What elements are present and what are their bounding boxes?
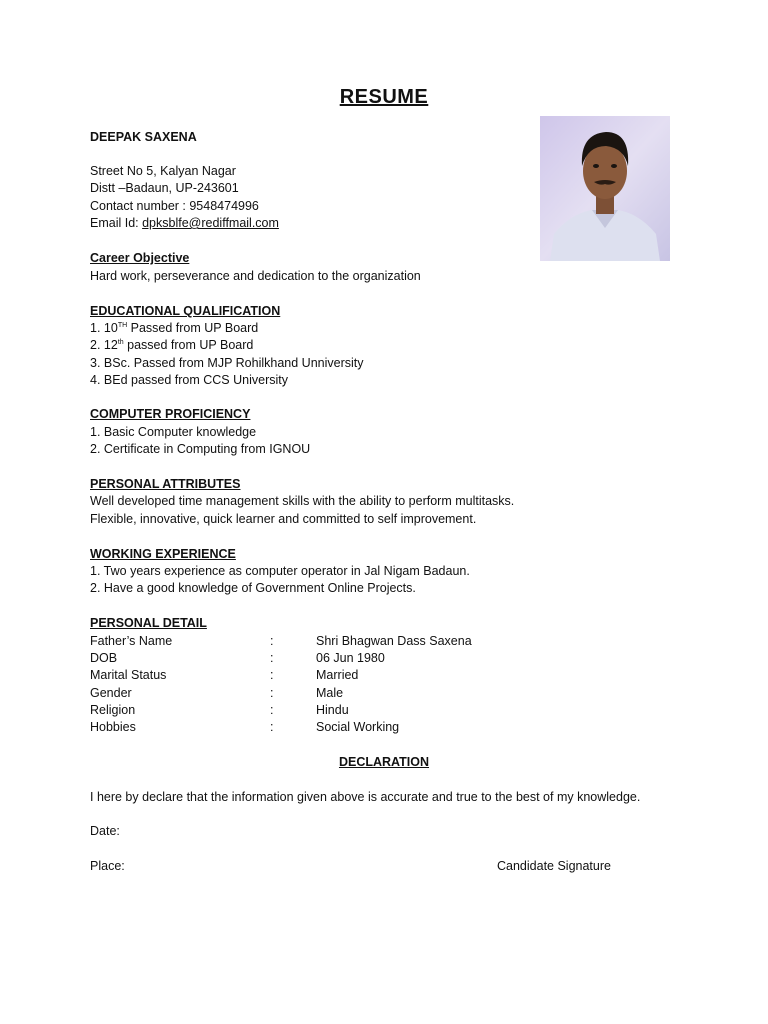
date-label: Date: (90, 824, 120, 838)
personal-value: Married (316, 668, 359, 682)
contact-number: Contact number : 9548474996 (90, 199, 259, 213)
education-heading: EDUCATIONAL QUALIFICATION (90, 304, 281, 318)
personal-row (0, 633, 768, 650)
personal-heading: PERSONAL DETAIL (90, 616, 207, 630)
personal-value: 06 Jun 1980 (316, 651, 385, 665)
experience-heading: WORKING EXPERIENCE (90, 547, 236, 561)
declaration-heading: DECLARATION (338, 755, 430, 769)
personal-colon: : (270, 686, 274, 700)
email-line (90, 215, 279, 232)
career-heading: Career Objective (90, 251, 190, 265)
personal-label: Gender (90, 686, 132, 700)
personal-value: Shri Bhagwan Dass Saxena (316, 634, 472, 648)
attributes-item: Flexible, innovative, quick learner and committed to self improvement. (90, 512, 477, 526)
personal-value: Male (316, 686, 344, 700)
personal-label: Religion (90, 703, 136, 717)
personal-colon: : (270, 668, 274, 682)
experience-item: 2. Have a good knowledge of Government Online Projects. (90, 581, 416, 595)
computer-item: 2. Certificate in Computing from IGNOU (90, 442, 311, 456)
declaration-text: I here by declare that the information given above is accurate and true to the best of my knowledge. (90, 790, 641, 804)
personal-colon: : (270, 703, 274, 717)
personal-label: Hobbies (90, 720, 136, 734)
email-link[interactable]: dpksblfe@rediffmail.com (142, 216, 279, 230)
education-item: 1. 10TH Passed from UP Board (90, 321, 259, 335)
personal-label: Marital Status (90, 668, 167, 682)
education-item: 2. 12th passed from UP Board (90, 338, 254, 352)
personal-label: Father’s Name (90, 634, 173, 648)
personal-row (0, 650, 768, 667)
personal-colon: : (270, 634, 274, 648)
personal-value: Hindu (316, 703, 349, 717)
personal-label: DOB (90, 651, 118, 665)
candidate-name: DEEPAK SAXENA (90, 130, 197, 144)
address-district: Distt –Badaun, UP-243601 (90, 181, 239, 195)
computer-item: 1. Basic Computer knowledge (90, 425, 257, 439)
computer-heading: COMPUTER PROFICIENCY (90, 407, 251, 421)
resume-title: RESUME (339, 86, 429, 108)
personal-row (0, 667, 768, 684)
personal-colon: : (270, 720, 274, 734)
personal-row (0, 719, 768, 736)
personal-value: Social Working (316, 720, 400, 734)
education-item: 4. BEd passed from CCS University (90, 373, 288, 387)
experience-item: 1. Two years experience as computer operator in Jal Nigam Badaun. (90, 564, 470, 578)
personal-row (0, 702, 768, 719)
career-text: Hard work, perseverance and dedication to the organization (90, 269, 421, 283)
personal-colon: : (270, 651, 274, 665)
education-item: 3. BSc. Passed from MJP Rohilkhand Unniversity (90, 356, 364, 370)
candidate-photo (540, 116, 670, 261)
email-label: Email Id: (90, 216, 143, 230)
attributes-item: Well developed time management skills with the ability to perform multitasks. (90, 494, 515, 508)
attributes-heading: PERSONAL ATTRIBUTES (90, 477, 241, 491)
place-label: Place: (90, 859, 125, 873)
signature-label: Candidate Signature (497, 859, 611, 873)
address-street: Street No 5, Kalyan Nagar (90, 164, 236, 178)
personal-row (0, 685, 768, 702)
portrait-image (540, 116, 670, 261)
